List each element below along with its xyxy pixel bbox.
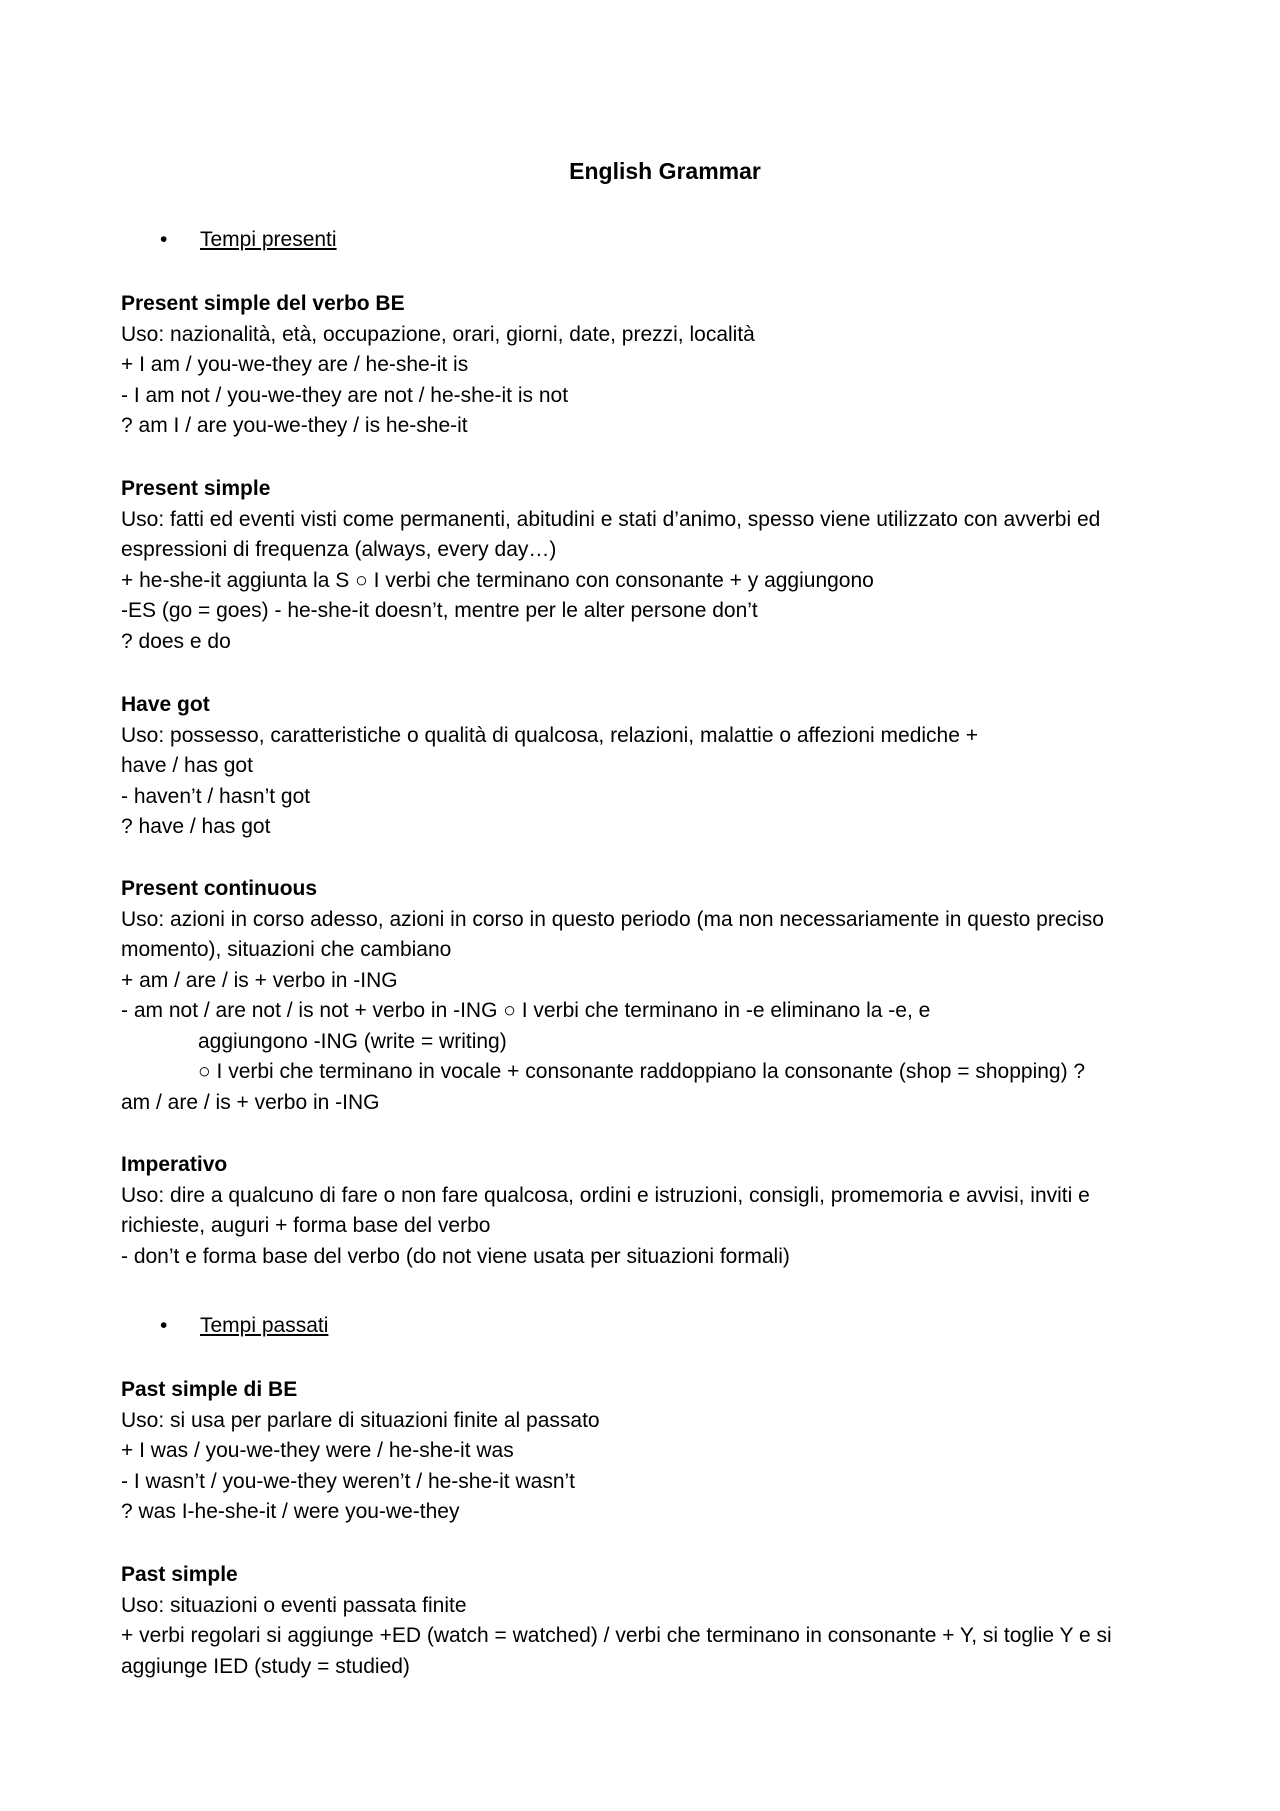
text-line: Uso: possesso, caratteristiche o qualità di qualcosa, relazioni, malattie o affezioni mediche +: [121, 723, 978, 747]
section-heading: Present simple del verbo BE: [121, 292, 405, 315]
section-heading: Present continuous: [121, 877, 318, 900]
section-heading: Past simple di BE: [121, 1378, 298, 1401]
bullet-icon: •: [160, 228, 168, 251]
text-line: Uso: fatti ed eventi visti come permanenti, abitudini e stati d’animo, spesso viene utilizzato con avverbi ed: [121, 507, 1101, 531]
text-line: aggiunge IED (study = studied): [121, 1654, 410, 1678]
text-line: Uso: si usa per parlare di situazioni finite al passato: [121, 1408, 600, 1432]
section-heading: Past simple: [121, 1563, 238, 1586]
section-heading: Present simple: [121, 477, 271, 500]
text-line: - am not / are not / is not + verbo in -ING ○ I verbi che terminano in -e eliminano la -e, e: [121, 999, 931, 1022]
text-line: - I am not / you-we-they are not / he-she-it is not: [121, 383, 569, 407]
text-line: - don’t e forma base del verbo (do not viene usata per situazioni formali): [121, 1244, 790, 1268]
text-line: - haven’t / hasn’t got: [121, 784, 311, 808]
section-heading: Imperativo: [121, 1153, 228, 1176]
text-line: ? was I-he-she-it / were you-we-they: [121, 1500, 460, 1523]
text-line: ? have / has got: [121, 815, 271, 838]
text-line: - I wasn’t / you-we-they weren’t / he-she-it wasn’t: [121, 1469, 576, 1493]
text-line: + I am / you-we-they are / he-she-it is: [121, 353, 469, 376]
text-line: ○ I verbi che terminano in vocale + consonante raddoppiano la consonante (shop = shopping) ?: [198, 1060, 1086, 1083]
text-line: Uso: nazionalità, età, occupazione, orari, giorni, date, prezzi, località: [121, 322, 755, 346]
text-line: -ES (go = goes) - he-she-it doesn’t, mentre per le alter persone don’t: [121, 599, 758, 622]
section-heading: Have got: [121, 693, 210, 716]
text-line: + verbi regolari si aggiunge +ED (watch = watched) / verbi che terminano in consonante + Y, si toglie Y e si: [121, 1624, 1112, 1647]
section-past-simple: [121, 1560, 1161, 1682]
bullet-tempi-passati: [160, 1314, 328, 1338]
section-present-simple: [121, 474, 1161, 657]
text-line: am / are / is + verbo in -ING: [121, 1090, 380, 1114]
section-present-continuous: [121, 874, 1161, 1118]
bullet-label: Tempi passati: [200, 1314, 329, 1337]
bullet-tempi-presenti: [160, 228, 337, 252]
text-line: + am / are / is + verbo in -ING: [121, 968, 398, 992]
bullet-label: Tempi presenti: [200, 228, 337, 251]
text-line: richieste, auguri + forma base del verbo: [121, 1214, 491, 1237]
text-line: Uso: dire a qualcuno di fare o non fare qualcosa, ordini e istruzioni, consigli, promemoria e avvisi, inviti e: [121, 1183, 1090, 1207]
text-line: Uso: situazioni o eventi passata finite: [121, 1593, 467, 1617]
section-imperativo: [121, 1150, 1161, 1272]
text-line: ? am I / are you-we-they / is he-she-it: [121, 414, 468, 437]
text-line: Uso: azioni in corso adesso, azioni in corso in questo periodo (ma non necessariamente in questo preciso: [121, 907, 1104, 931]
text-line: momento), situazioni che cambiano: [121, 938, 452, 961]
page-title: English Grammar: [569, 158, 761, 184]
bullet-icon: •: [160, 1314, 168, 1337]
text-line: have / has got: [121, 754, 253, 777]
section-past-simple-be: [121, 1375, 1161, 1528]
text-line: ? does e do: [121, 629, 231, 653]
section-present-simple-be: [121, 289, 1161, 442]
text-line: espressioni di frequenza (always, every day…): [121, 538, 557, 561]
text-line: + he-she-it aggiunta la S ○ I verbi che terminano con consonante + y aggiungono: [121, 568, 874, 592]
text-line: + I was / you-we-they were / he-she-it was: [121, 1439, 514, 1462]
section-have-got: [121, 690, 1161, 843]
text-line: aggiungono -ING (write = writing): [198, 1029, 507, 1053]
